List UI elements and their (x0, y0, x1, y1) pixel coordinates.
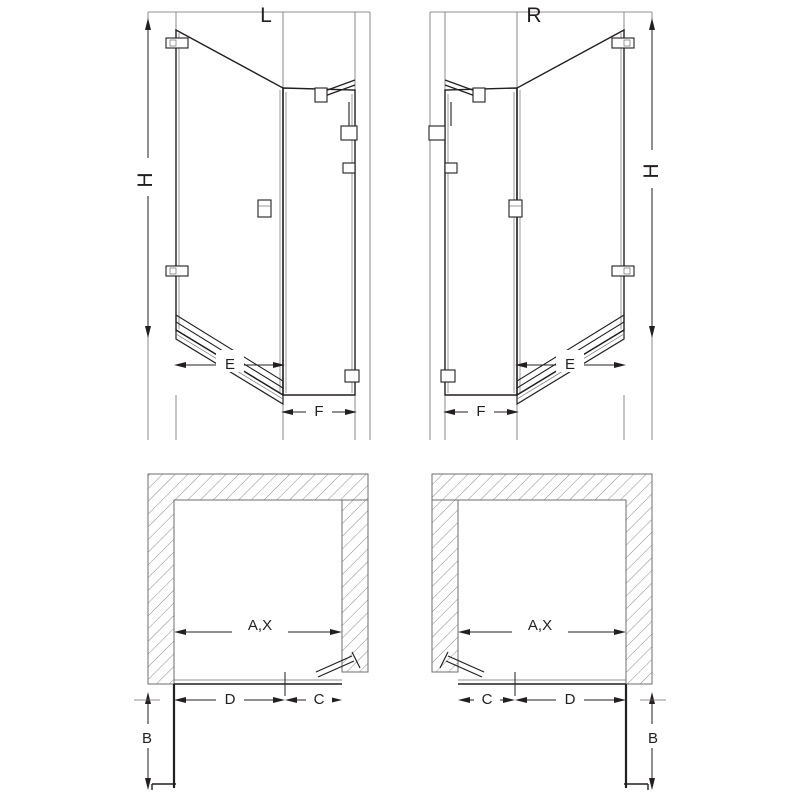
hinge-icon-top-right (612, 38, 634, 48)
dimension-label-f-right: F (476, 403, 486, 420)
dimension-label-f-left: F (314, 403, 324, 420)
hinge-icon-bottom-right (612, 266, 634, 276)
dimension-f-right (443, 398, 519, 420)
plan-inner-lines-right (458, 500, 626, 684)
dimension-label-c-left: C (313, 691, 325, 708)
dimension-d-right (515, 686, 626, 708)
support-bar-icon-right (429, 80, 485, 382)
dimension-b-left (134, 692, 160, 790)
plan-left (134, 474, 368, 790)
dimension-label-h-left: H (134, 172, 157, 188)
dimension-c-right (458, 686, 515, 708)
dimension-label-b-left: B (141, 730, 153, 747)
wall-hatch-left-plan (148, 474, 368, 684)
dimension-e-right (515, 350, 626, 373)
dimension-label-e-right: E (564, 356, 576, 373)
dimension-ax-right (458, 612, 626, 636)
dimension-label-h-right: H (640, 163, 663, 179)
dimension-helper-lines-right (430, 12, 652, 440)
dimension-label-e-left: E (224, 356, 236, 373)
dimension-height-left (134, 18, 160, 338)
dimension-label-ax-right: A,X (527, 617, 553, 634)
door-handle-icon-left (258, 200, 271, 217)
elevation-right (429, 4, 666, 440)
dimension-height-right (640, 18, 666, 338)
variant-label-left: L (260, 4, 272, 27)
support-bar-icon-left (315, 80, 359, 382)
plan-right (432, 474, 666, 790)
dimension-c-left (285, 686, 342, 708)
plan-inner-lines-left (174, 500, 342, 684)
dimension-label-d-left: D (224, 691, 236, 708)
hinge-icon-bottom-left (166, 266, 188, 276)
dimension-d-left (174, 686, 285, 708)
dimension-b-right (640, 692, 666, 790)
dimension-e-left (174, 350, 285, 373)
glass-panels-right (445, 30, 624, 395)
dimension-label-ax-left: A,X (247, 617, 273, 634)
dimension-ax-left (174, 612, 342, 636)
dimension-f-left (281, 398, 357, 420)
door-handle-icon-right (509, 200, 522, 217)
dimension-label-c-right: C (481, 691, 493, 708)
variant-label-right: R (526, 4, 542, 27)
glass-inner-lines-right (448, 33, 621, 393)
elevation-left (134, 4, 370, 440)
dimension-label-b-right: B (647, 730, 659, 747)
dimension-helper-lines-left (148, 12, 370, 440)
dimension-label-d-right: D (564, 691, 576, 708)
wall-hatch-right-plan (432, 474, 652, 684)
hinge-icon-top-left (166, 38, 188, 48)
